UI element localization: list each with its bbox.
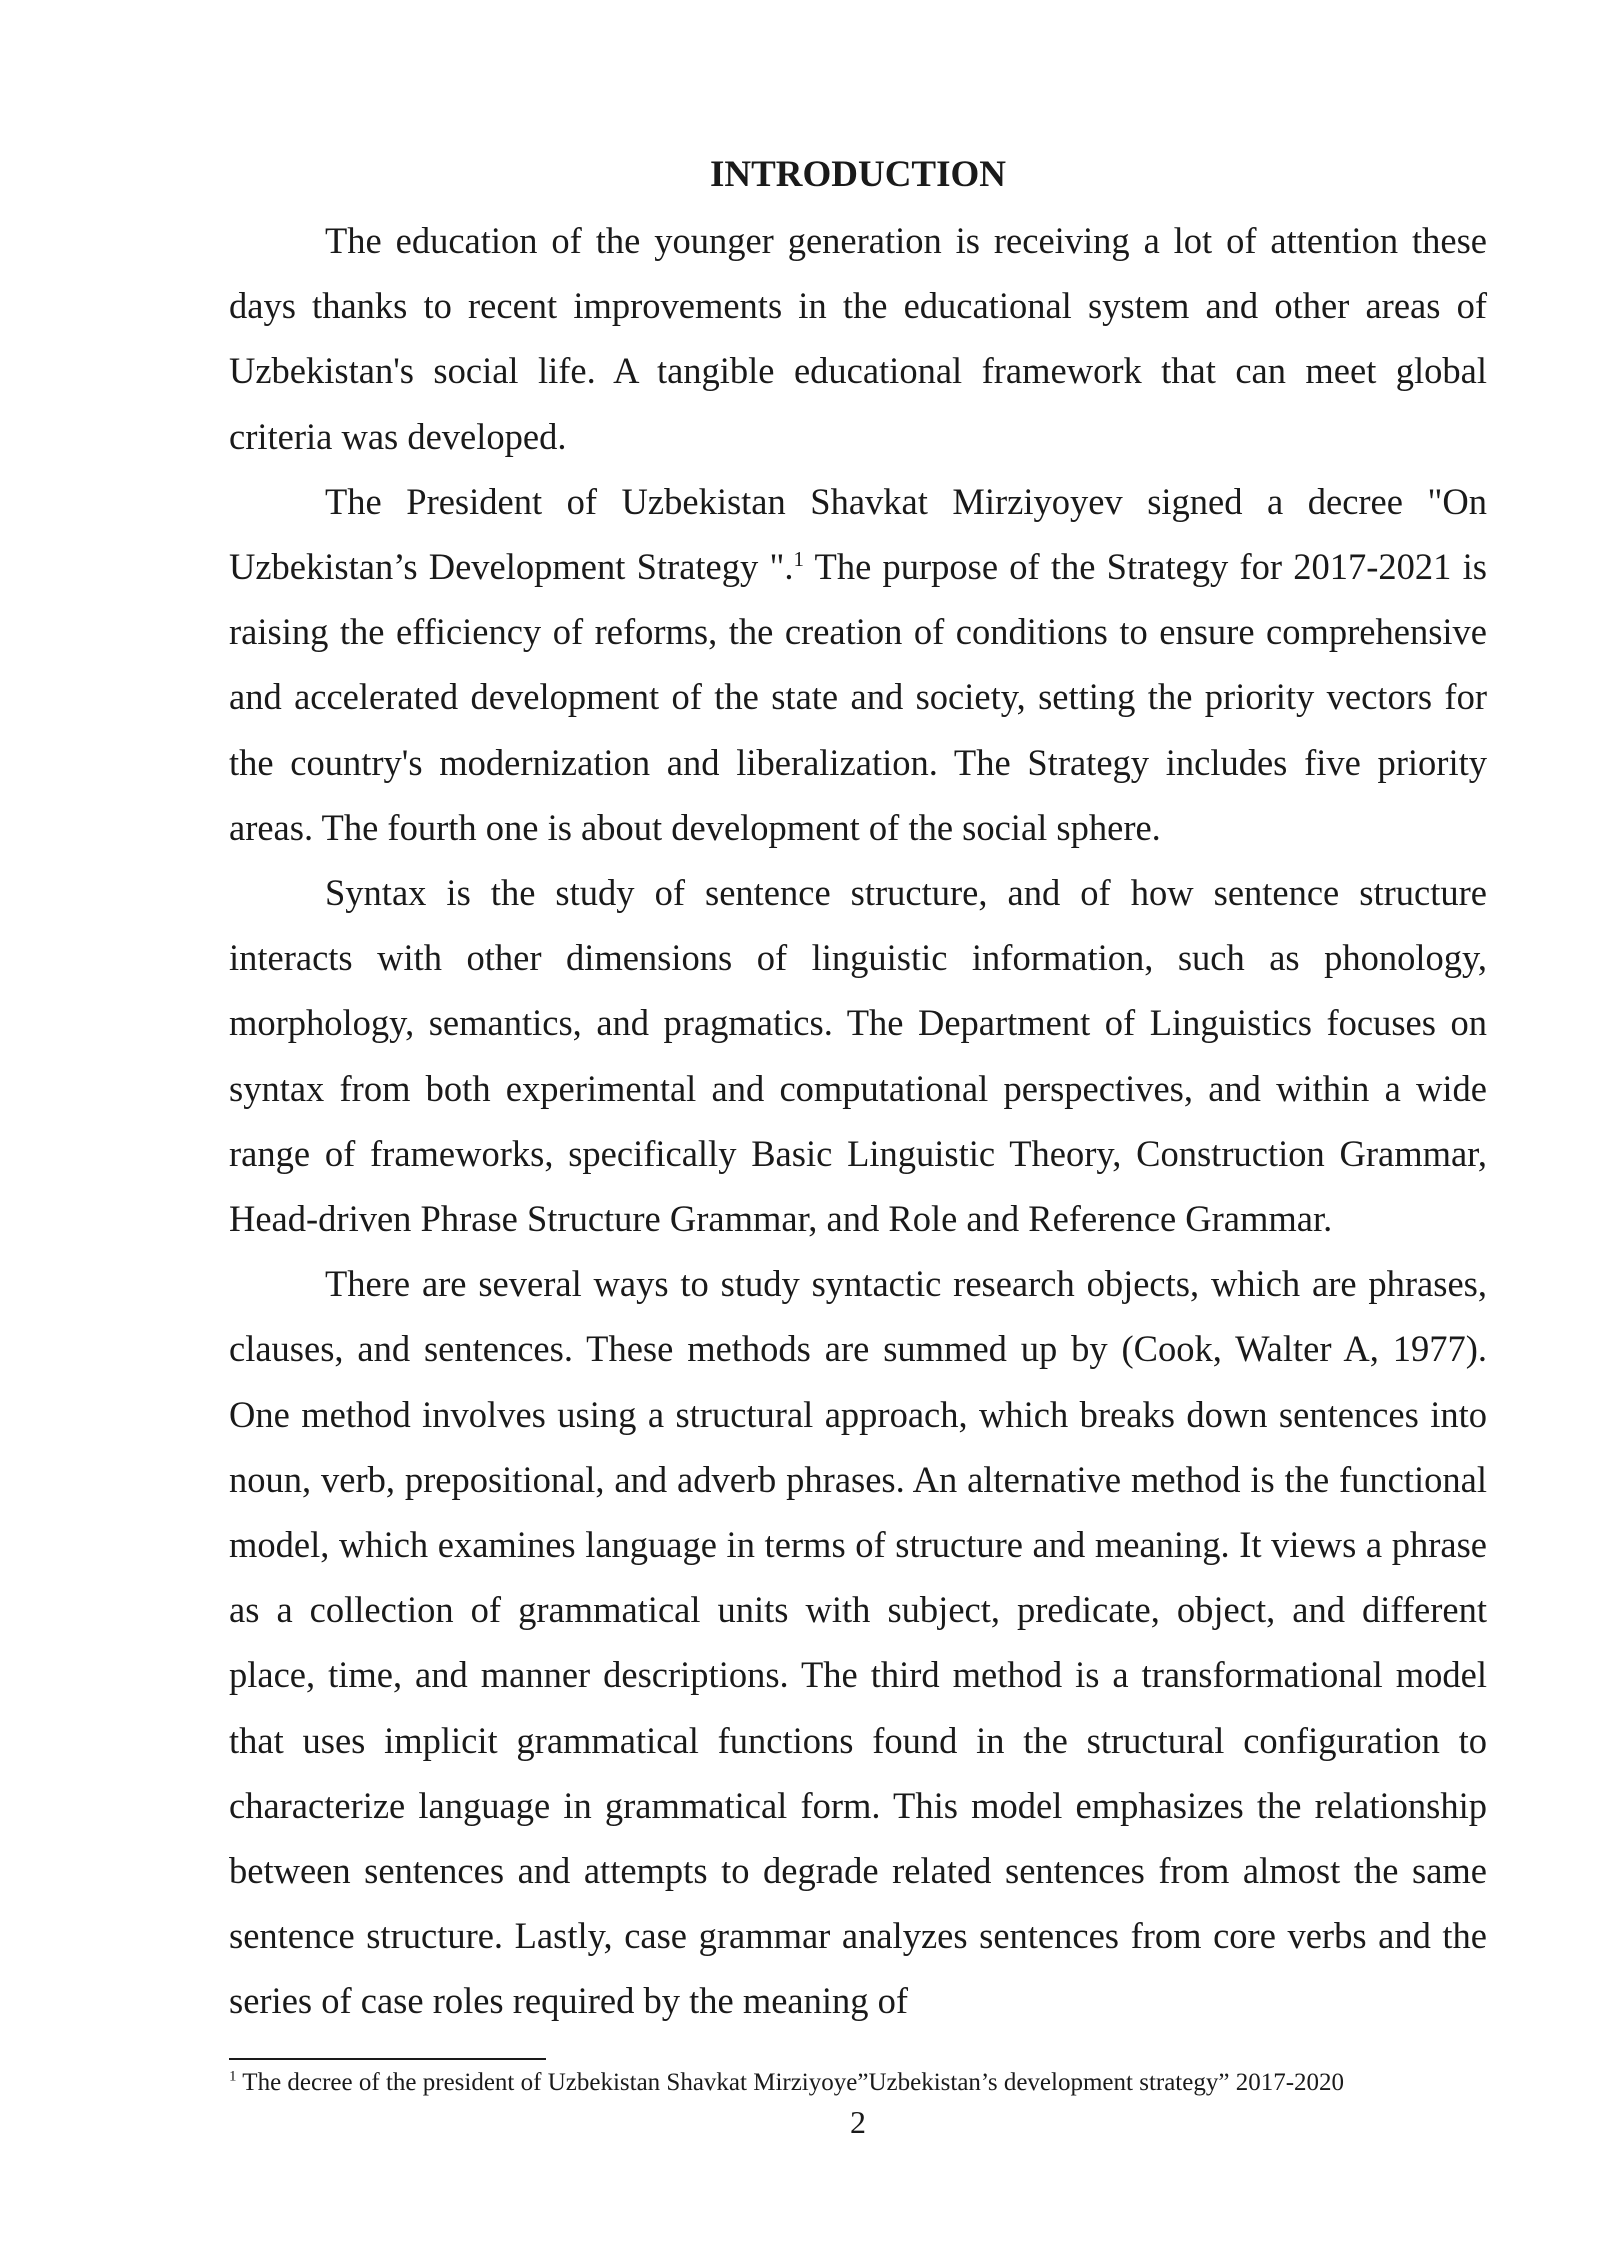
paragraph-text: Syntax is the study of sentence structure, and of how sentence structure interacts with other dimensions of linguistic information, such as phonology, morphology, semantics, and pragmatics. The Department of Linguistics focuses on syntax from both experimental and computational perspectives, and within a wide range of frameworks, specifically Basic Linguistic Theory, Construction Grammar, Head-driven Phrase Structure Grammar, and Role and Reference Grammar. — [229, 872, 1487, 1240]
paragraph-text-continued: The purpose of the Strategy for 2017-2021 is raising the efficiency of reforms, the creation of conditions to ensure comprehensive and accelerated development of the state and society, setting the priority vectors for the country's modernization and liberalization. The Strategy includes five priority areas. The fourth one is about development of the social sphere. — [229, 546, 1487, 848]
page-title: INTRODUCTION — [709, 154, 1007, 195]
footnote — [229, 2066, 1529, 2100]
paragraph-strategy — [229, 469, 1487, 860]
paragraph-text: The President of Uzbekistan Shavkat Mirziyoyev signed a decree "On Uzbekistan’s Development Strategy ". — [229, 480, 1487, 588]
body-text — [229, 208, 1487, 2034]
footnote-reference[interactable]: 1 — [793, 546, 804, 571]
footnote-text: The decree of the president of Uzbekistan Shavkat Mirziyoye”Uzbekistan’s development strategy” 2017-2020 — [236, 2069, 1345, 2096]
paragraph-syntax — [229, 860, 1487, 1251]
footnote-marker: 1 — [229, 2068, 237, 2085]
paragraph-text: There are several ways to study syntactic research objects, which are phrases, clauses, and sentences. These methods are summed up by (Cook, Walter A, 1977). One method involves using a structural approach, which breaks down sentences into noun, verb, prepositional, and adverb phrases. An alternative method is the functional model, which examines language in terms of structure and meaning. It views a phrase as a collection of grammatical units with subject, predicate, object, and different place, time, and manner descriptions. The third method is a transformational model that uses implicit grammatical functions found in the structural configuration to characterize language in grammatical form. This model emphasizes the relationship between sentences and attempts to degrade related sentences from almost the same sentence structure. Lastly, case grammar analyzes sentences from core verbs and the series of case roles required by the meaning of — [229, 1263, 1487, 2022]
paragraph-text: The education of the younger generation is receiving a lot of attention these days thanks to recent improvements in the educational system and other areas of Uzbekistan's social life. A tangible educational framework that can meet global criteria was developed. — [229, 220, 1487, 457]
paragraph-education — [229, 208, 1487, 469]
paragraph-methods — [229, 1251, 1487, 2033]
page-number: 2 — [850, 2104, 866, 2140]
footnote-divider — [229, 2058, 546, 2060]
